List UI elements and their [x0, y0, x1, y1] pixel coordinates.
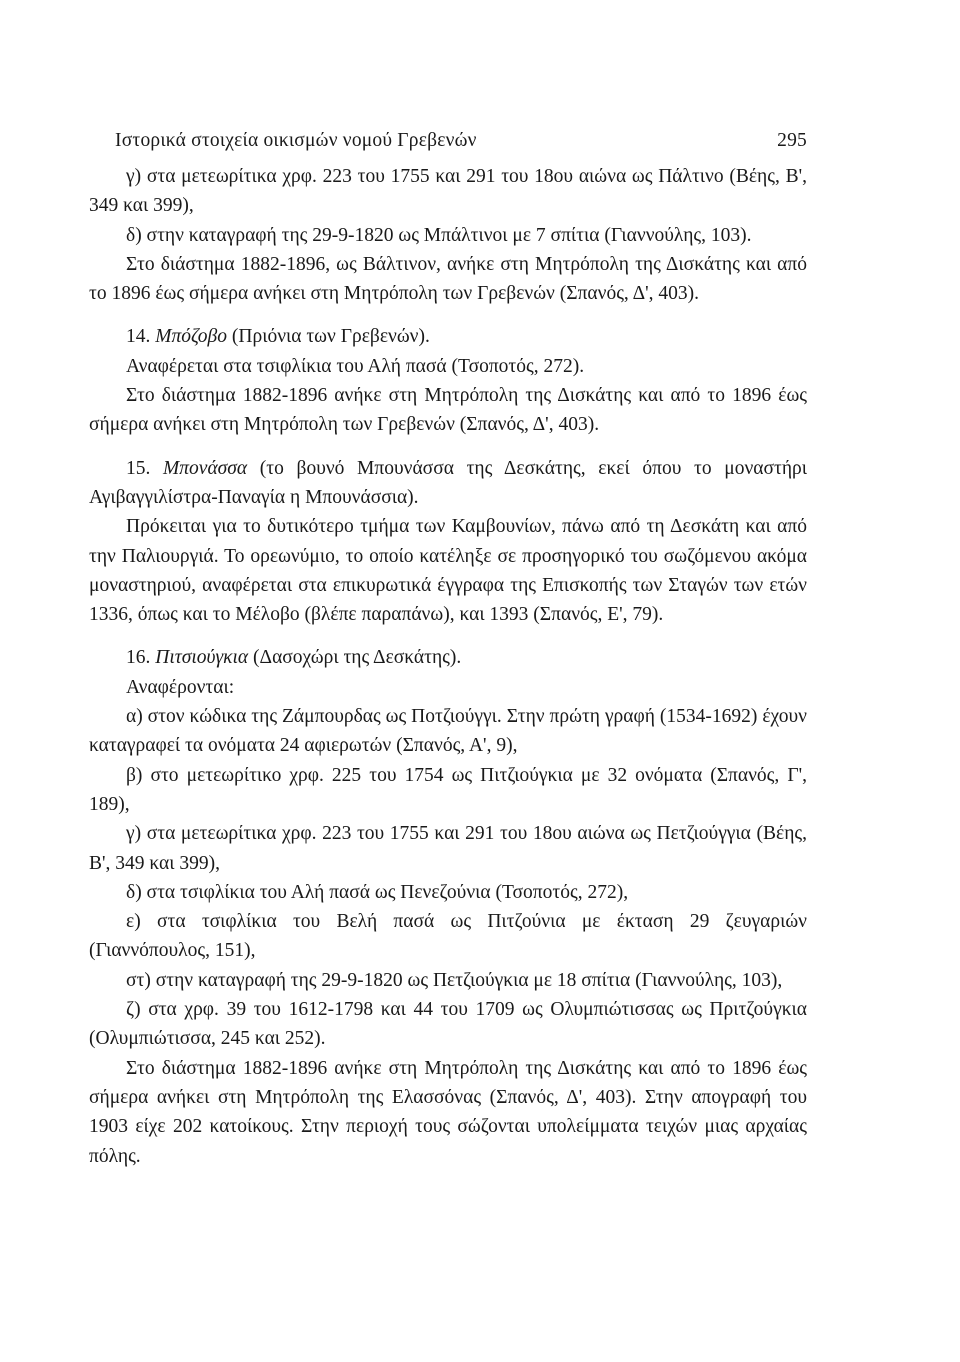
entry-heading [89, 454, 807, 513]
list-item: ε) στα τσιφλίκια του Βελή πασά ως Πιτζούνια με έκταση 29 ζευγαριών (Γιαννόπουλος, 151), [89, 911, 807, 962]
entry-subtitle: (Πριόνια των Γρεβενών). [227, 326, 430, 348]
running-header [89, 122, 807, 162]
entry-number: 14. [126, 326, 151, 348]
paragraph: γ) στα μετεωρίτικα χρφ. 223 του 1755 και 291 του 18ου αιώνα ως Πάλτινο (Βέης, Β', 349 και 399), [89, 166, 807, 217]
paragraph: Αναφέρονται: [126, 676, 235, 698]
entry-number: 16. [126, 647, 151, 669]
entry-name: Μπονάσσα [163, 457, 248, 479]
entry-subtitle: (Δασοχώρι της Δεσκάτης). [248, 647, 462, 669]
book-page [89, 122, 807, 1171]
list-item: β) στο μετεωρίτικο χρφ. 225 του 1754 ως Πιτζιούγκια με 32 ονόματα (Σπανός, Γ', 189), [89, 764, 807, 815]
page-number: 295 [777, 130, 807, 151]
running-title: Ιστορικά στοιχεία οικισμών νομού Γρεβενών [115, 130, 477, 151]
paragraph: Στο διάστημα 1882-1896, ως Βάλτινον, ανήκε στη Μητρόπολη της Δισκάτης και από το 1896 έως σήμερα ανήκει στη Μητρόπολη των Γρεβενών (Σπανός, Δ', 403). [89, 253, 807, 305]
list-item: ζ) στα χρφ. 39 του 1612-1798 και 44 του 1709 ως Ολυμπιώτισσας ως Πριτζούγκια (Ολυμπιώτισσα, 245 και 252). [89, 999, 807, 1050]
entry-heading [89, 643, 807, 672]
paragraph: δ) στην καταγραφή της 29-9-1820 ως Μπάλτινοι με 7 σπίτια (Γιαννούλης, 103). [126, 224, 752, 246]
paragraph: Στο διάστημα 1882-1896 ανήκε στη Μητρόπολη της Δισκάτης και από το 1896 έως σήμερα ανήκει στη Μητρόπολη των Γρεβενών (Σπανός, Δ', 403). [89, 385, 807, 436]
list-item: α) στον κώδικα της Ζάμπουρδας ως Ποτζιούγγι. Στην πρώτη γραφή (1534-1692) έχουν καταγραφεί τα ονόματα 24 αφιερωτών (Σπανός, Α', 9), [89, 706, 807, 757]
list-item: στ) στην καταγραφή της 29-9-1820 ως Πετζιούγκια με 18 σπίτια (Γιαννούλης, 103), [126, 969, 783, 991]
paragraph: Πρόκειται για το δυτικότερο τμήμα των Καμβουνίων, πάνω από τη Δεσκάτη και από την Παλιουργιά. Το ορεωνύμιο, το οποίο κατέληξε σε προσηγορικό του σωζόμενου ακόμα μοναστηριού, αναφέρεται στα επικυρωτικά έγγραφα της Επισκοπής των Σταγών των ετών 1336, όπως και το Μέλοβο (βλέπε παραπάνω), και 1393 (Σπανός, Ε', 79). [89, 516, 807, 626]
page-body [89, 162, 807, 1171]
paragraph: Αναφέρεται στα τσιφλίκια του Αλή πασά (Τσοποτός, 272). [126, 355, 585, 377]
entry-subtitle: (το βουνό Μπουνάσσα της Δεσκάτης, εκεί όπου το μοναστήρι Αγιβαγγιλίστρα-Παναγία η Μπουνάσσια). [89, 457, 808, 508]
entry-name: Πιτσιούγκια [155, 647, 249, 669]
entry-heading [89, 322, 807, 351]
paragraph: Στο διάστημα 1882-1896 ανήκε στη Μητρόπολη της Δισκάτης και από το 1896 έως σήμερα ανήκει στη Μητρόπολη της Ελασσόνας (Σπανός, Δ', 403). Στην απογραφή του 1903 είχε 202 κατοίκους. Στην περιοχή τους σώζονται υπολείμματα τειχών μιας αρχαίας πόλης. [89, 1057, 807, 1167]
entry-name: Μπόζοβο [155, 326, 228, 348]
entry-number: 15. [126, 457, 151, 479]
list-item: δ) στα τσιφλίκια του Αλή πασά ως Πενεζούνια (Τσοποτός, 272), [126, 881, 629, 903]
list-item: γ) στα μετεωρίτικα χρφ. 223 του 1755 και 291 του 18ου αιώνα ως Πετζιούγγια (Βέης, Β', 349 και 399), [89, 823, 807, 874]
